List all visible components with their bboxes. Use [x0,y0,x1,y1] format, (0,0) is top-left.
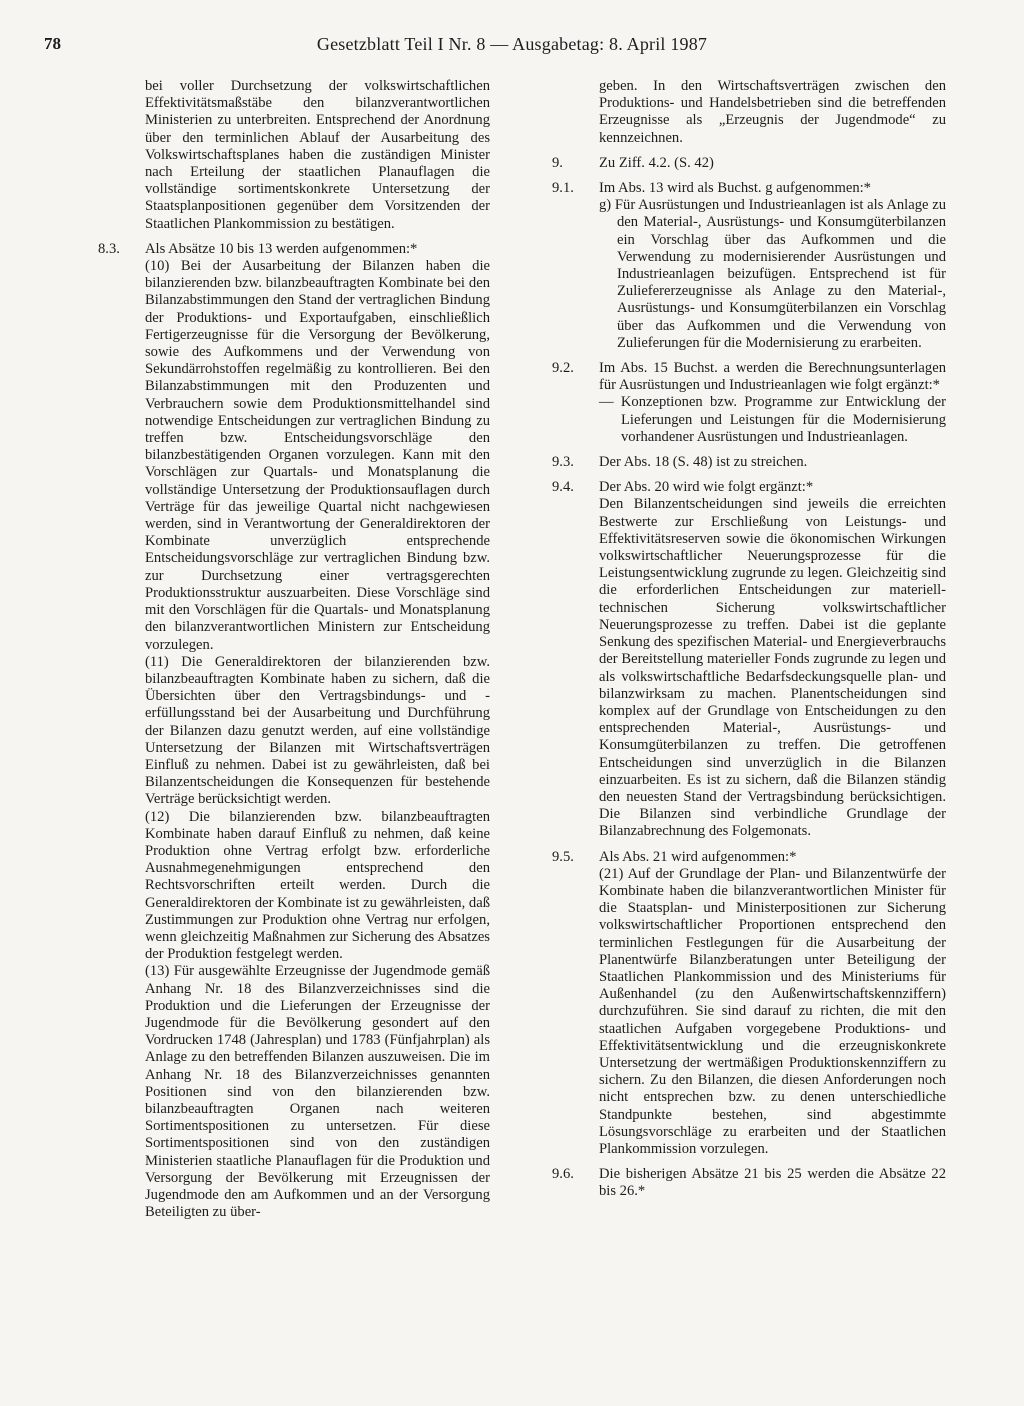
item-number: 9.5. [552,848,574,865]
item-number: 9.2. [552,360,574,377]
item-lead: Im Abs. 13 wird als Buchst. g aufgenommen:* [599,180,871,197]
item-number: 9.1. [552,180,574,197]
item-lead: Im Abs. 15 Buchst. a werden die Berechnungsunterlagen für Ausrüstungen und Industrieanlagen wie folgt ergänzt:* [599,360,946,394]
item-lead: Der Abs. 20 wird wie folgt ergänzt:* [599,479,814,496]
item-number: 9. [552,154,563,171]
paragraph-12: (12) Die bilanzierenden bzw. bilanzbeauftragten Kombinate haben darauf Einfluß zu nehmen, daß keine Produktion ohne Vertrag erfolgt bzw. erforderliche Ausnahmegenehmigungen entsprechend den Rechtsvorschriften erteilt werden. Durch die Generaldirektoren der Kombinate ist zu gewährleisten, daß Zustimmungen zur Produktion ohne Vertrag nur erfolgen, wenn gleichzeitig Maßnahmen zur Sicherung des Absatzes der Produktion festgelegt werden. [145,808,490,963]
intro-paragraph: bei voller Durchsetzung der volkswirtschaftlichen Effektivitätsmaßstäbe den bilanzverantwortlichen Ministerien zu unterbreiten. Entsprechend der Anordnung über den terminlichen Ablauf der Ausarbeitung des Volkswirtschaftsplanes haben die zuständigen Minister nach Erteilung der staatlichen Planauflagen die vollständige sortimentskonkrete Untersetzung der Staatsplanpositionen gegenüber dem Vorsitzenden der Staatlichen Plankommission zu bestätigen. [145,78,490,232]
item-8-3 [98,241,490,1222]
item-9-4 [552,479,946,840]
item-9-2 [552,360,946,446]
right-column [552,78,946,1209]
item-lead: Als Absätze 10 bis 13 werden aufgenommen:* [145,240,418,257]
item-body: Den Bilanzentscheidungen sind jeweils die erreichten Bestwerte zur Erschließung von Leistungs- und Effektivitätsreserven sowie die ökonomischen Wirkungen volkswirtschaftlicher Neuerungsprozesse für die Leistungsentwicklung zugrunde zu legen. Gleichzeitig sind die erforderlichen Entscheidungen zur materiell-technischen Sicherung volkswirtschaftlicher Neuerungsprozesse zu treffen. Dabei ist die geplante Senkung des spezifischen Material- und Energieverbrauchs der Bereitstellung materieller Fonds zugrunde zu legen und als volkswirtschaftliche Bedarfsdeckungsquelle plan- und bilanzwirksam zu machen. Planentscheidungen sind komplex auf der Grundlage von Entscheidungen zu den entsprechenden Material-, Ausrüstungs- und Konsumgüterbilanzen zu treffen. Die getroffenen Entscheidungen sind unverzüglich in die Bilanzen einzuarbeiten. Es ist zu sichern, daß die Bilanzen ständig den neuesten Stand der Vertragsbindung berücksichtigen. Die Bilanzen sind verbindliche Grundlage der Bilanzabrechnung des Folgemonats. [599,496,946,840]
item-9-1 [552,180,946,352]
item-9 [552,155,946,172]
item-number: 9.4. [552,479,574,496]
subitem-g: g) Für Ausrüstungen und Industrieanlagen ist als Anlage zu den Material-, Ausrüstungs- und Konsumgüterbilanzen ein Vorschlag über das Aufkommen und die Verwendung zu modernisierender Ausrüstungen und Industrieanlagen beizufügen. Entsprechend ist für Zuliefererzeugnisse als Anlage zu den Material-, Ausrüstungs- und Konsumgüterbilanzen ein Vorschlag über das Aufkommen und die Verwendung von Zulieferungen für die Modernisierung zu erarbeiten. [599,197,946,351]
item-lead: Als Abs. 21 wird aufgenommen:* [599,848,797,865]
left-column [98,78,490,1229]
paragraph-13: (13) Für ausgewählte Erzeugnisse der Jugendmode gemäß Anhang Nr. 18 des Bilanzverzeichnisses sind die Produktion und die Lieferungen der Erzeugnisse der Jugendmode für die Bevölkerung gesondert auf den Vordrucken 1748 (Jahresplan) und 1783 (Fünfjahrplan) als Anlage zu den betreffenden Bilanzen auszuweisen. Die im Anhang Nr. 18 des Bilanzverzeichnisses genannten Positionen sind von den bilanzierenden bzw. bilanzbeauftragten Organen nach weiteren Sortimentspositionen zu untersetzen. Für diese Sortimentspositionen sind von den zuständigen Ministerien staatliche Planauflagen für die Produktion und Versorgung der Bevölkerung mit Erzeugnissen der Jugendmode den am Aufkommen und an der Versorgung Beteiligten zu über- [145,963,490,1221]
continuation-paragraph: geben. In den Wirtschaftsverträgen zwischen den Produktions- und Handelsbetrieben sind die betreffenden Erzeugnisse als „Erzeugnis der Jugendmode“ zu kennzeichnen. [599,78,946,146]
item-number: 9.3. [552,454,574,471]
item-9-3 [552,454,946,471]
item-number: 9.6. [552,1166,574,1183]
item-body: (21) Auf der Grundlage der Plan- und Bilanzentwürfe der Kombinate haben die bilanzverantwortlichen Minister für die Staatsplan- und Ministerpositionen zur Sicherung volkswirtschaftlicher Proportionen entsprechend den terminlichen Festlegungen für die Ausarbeitung der Planentwürfe Bilanzberatungen unter Beteiligung der Staatlichen Plankommission und des Ministeriums für Außenhandel (zu den Außenwirtschaftskennziffern) durchzuführen. Sie sind darauf zu richten, die mit den staatlichen Aufgaben vorgegebene Produktions- und Effektivitätsentwicklung und die erzeugniskonkrete Untersetzung der wertmäßigen Produktionskennziffern zu sichern. Zu den Bilanzen, die diesen Anforderungen noch nicht entsprechen bzw. zu denen unterschiedliche Standpunkte bestehen, sind abgestimmte Lösungsvorschläge zu erarbeiten und der Staatlichen Plankommission vorzulegen. [599,865,946,1157]
paragraph-10: (10) Bei der Ausarbeitung der Bilanzen haben die bilanzierenden bzw. bilanzbeauftragten Kombinate bei den Bilanzabstimmungen den Stand der vertraglichen Bindung der Produktions- und Exportaufgaben, einschließlich Fertigerzeugnisse für die Versorgung der Bevölkerung, sowie des Aufkommens und der Verwendung von Sekundärrohstoffen regelmäßig zu kontrollieren. Bei den Bilanzabstimmungen mit den Produzenten und Verbrauchern sowie dem Produktionsmittelhandel sind notwendige Entscheidungen zur vertraglichen Bindung zu treffen bzw. Entscheidungsvorschläge den bilanzbestätigenden Organen vorzulegen. Kann mit den Vorschlägen zur Quartals- und Monatsplanung die vollständige Untersetzung der Produktionsauflagen durch Verträge für das jeweilige Quartal nicht nachgewiesen werden, sind in Verantwortung der Generaldirektoren der Kombinate unverzüglich entsprechende Entscheidungsvorschläge zur vertraglichen Bindung bzw. zur Durchsetzung einer vertragsgerechten Produktionsstruktur auszuarbeiten. Diese Vorschläge sind mit den Vorschlägen für die Quartals- und Monatsplanung den bilanzverantwortlichen Ministern zur Entscheidung vorzulegen. [145,258,490,653]
item-9-6 [552,1166,946,1200]
item-text: Der Abs. 18 (S. 48) ist zu streichen. [599,454,808,471]
page-number: 78 [44,34,61,53]
item-9-5 [552,849,946,1159]
item-text: Zu Ziff. 4.2. (S. 42) [599,154,714,171]
running-head: Gesetzblatt Teil I Nr. 8 — Ausgabetag: 8. April 1987 [316,34,708,54]
paragraph-11: (11) Die Generaldirektoren der bilanzierenden bzw. bilanzbeauftragten Kombinate haben zu sichern, daß die Übersichten über den Vertragsbindungs- und -erfüllungsstand bei der Ausarbeitung und Durchführung der Bilanzen dazu genutzt werden, auf eine vollständige Untersetzung der Bilanzen mit Wirtschaftsverträgen Einfluß zu nehmen. Dabei ist zu gewährleisten, daß bei Bilanzentscheidungen die Konsequenzen für bestehende Verträge berücksichtigt werden. [145,653,490,808]
dash-item: — Konzeptionen bzw. Programme zur Entwicklung der Lieferungen und Leistungen für die Modernisierung vorhandener Ausrüstungen und Industrieanlagen. [599,394,946,445]
item-number: 8.3. [98,240,120,257]
item-text: Die bisherigen Absätze 21 bis 25 werden die Absätze 22 bis 26.* [599,1166,946,1200]
